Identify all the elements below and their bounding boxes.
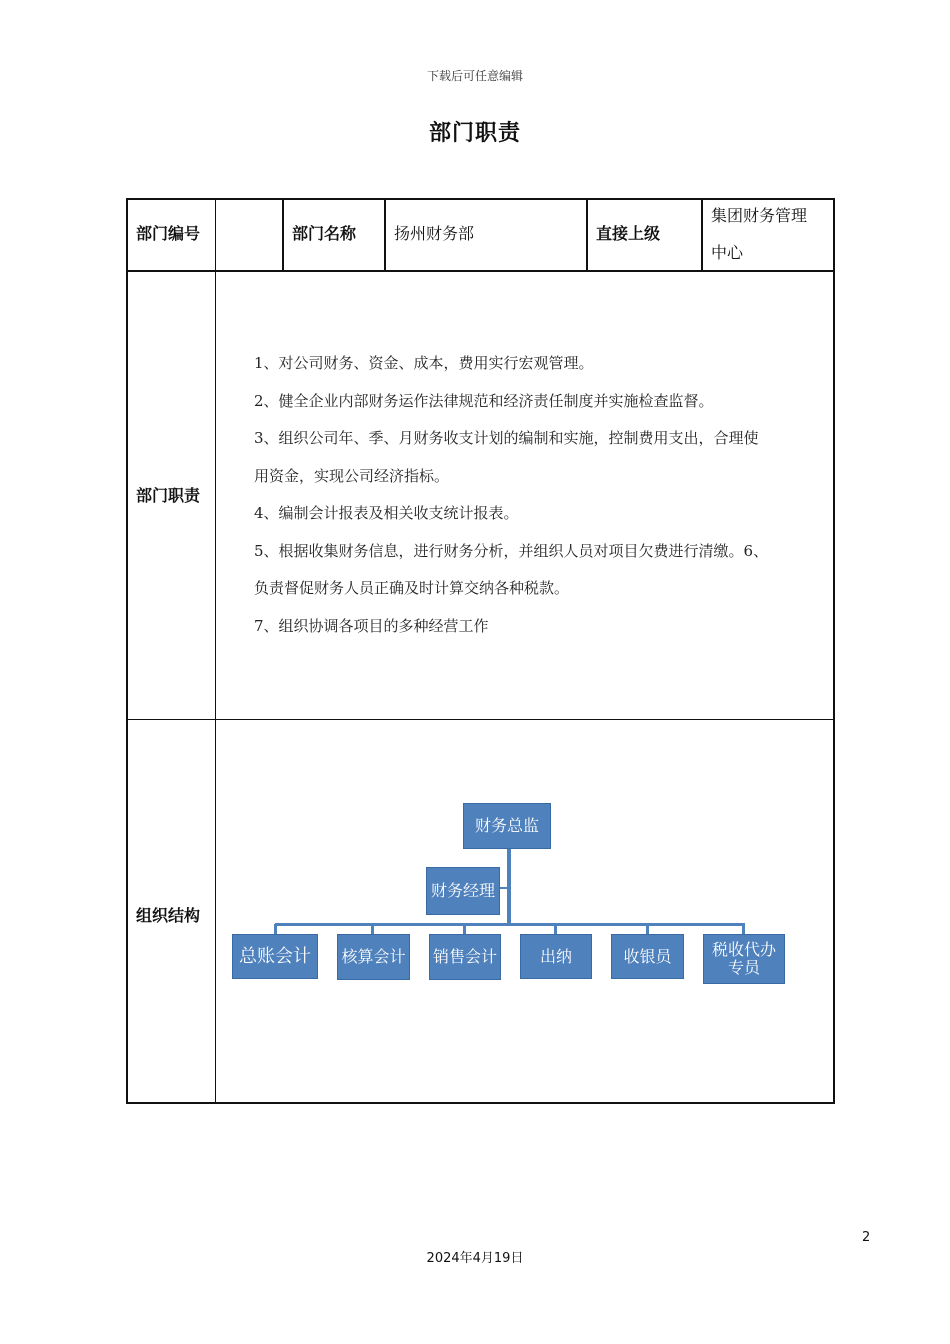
org-chart xyxy=(216,721,834,1103)
duty-line: 5、根据收集财务信息，进行财务分析，并组织人员对项目欠费进行清缴。6、 xyxy=(254,541,769,560)
org-node-sub: 总账会计 xyxy=(232,934,318,979)
duty-line: 7、组织协调各项目的多种经营工作 xyxy=(254,616,489,635)
duty-line: 2、健全企业内部财务运作法律规范和经济责任制度并实施检查监督。 xyxy=(254,391,714,410)
duties-label: 部门职责 xyxy=(136,486,201,505)
header-note: 下载后可任意编辑 xyxy=(426,69,523,83)
org-node-sub: 出纳 xyxy=(520,934,592,979)
col-divider-2 xyxy=(282,198,284,271)
table-border-top xyxy=(126,198,835,200)
org-node-sub: 收银员 xyxy=(611,934,684,979)
row-divider-2 xyxy=(126,719,835,720)
org-node-sub: 核算会计 xyxy=(337,934,410,980)
dept-code-label: 部门编号 xyxy=(136,224,201,243)
page-number: 2 xyxy=(862,1230,871,1245)
duty-line: 4、编制会计报表及相关收支统计报表。 xyxy=(254,504,519,522)
col-divider-4 xyxy=(586,198,588,271)
col-divider-5 xyxy=(701,198,703,271)
org-node-top: 财务总监 xyxy=(463,803,551,849)
table-border-left xyxy=(126,198,128,1104)
org-node-sub xyxy=(703,934,785,984)
footer-date: 2024年4月19日 xyxy=(426,1251,524,1266)
duty-line: 1、对公司财务、资金、成本，费用实行宏观管理。 xyxy=(254,354,594,372)
org-label: 组织结构 xyxy=(136,906,201,925)
superior-label: 直接上级 xyxy=(596,224,661,243)
org-connector-horizontal xyxy=(275,923,745,926)
org-node-label: 税收代办 xyxy=(711,940,776,959)
duty-line: 用资金，实现公司经济指标。 xyxy=(254,466,450,485)
org-connector-assistant xyxy=(499,887,509,889)
duties-list xyxy=(254,345,820,645)
duty-line: 3、组织公司年、季、月财务收支计划的编制和实施，控制费用支出，合理使 xyxy=(254,429,759,447)
col-divider-3 xyxy=(384,198,386,271)
org-node-label: 专员 xyxy=(727,958,760,977)
page-title: 部门职责 xyxy=(428,121,521,146)
row-divider-1 xyxy=(126,270,835,272)
superior-value-line2: 中心 xyxy=(711,243,744,262)
org-node-sub: 销售会计 xyxy=(429,934,501,980)
dept-name-label: 部门名称 xyxy=(292,224,357,243)
dept-name-value: 扬州财务部 xyxy=(394,224,475,243)
duty-line: 负责督促财务人员正确及时计算交纳各种税款。 xyxy=(254,579,570,597)
org-node-assistant: 财务经理 xyxy=(426,867,500,915)
superior-value-line1: 集团财务管理 xyxy=(711,206,808,225)
